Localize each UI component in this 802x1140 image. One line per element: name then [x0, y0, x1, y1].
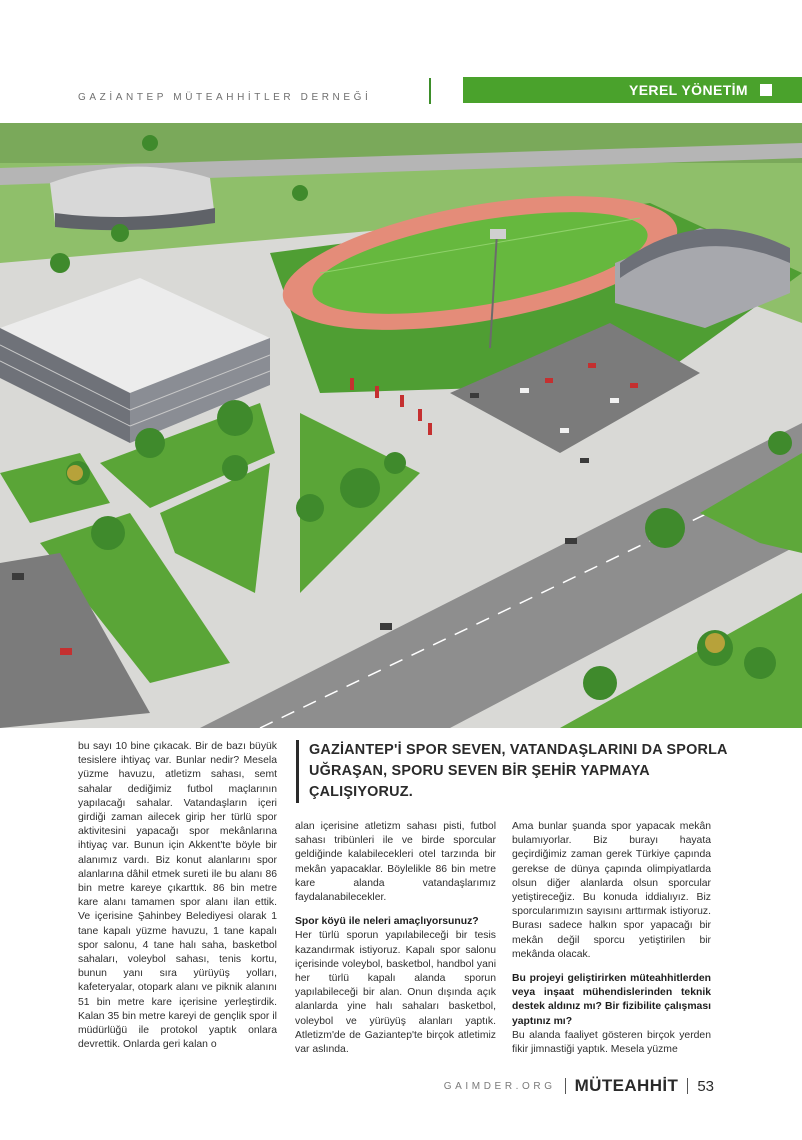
footer-divider: [687, 1078, 688, 1094]
footer-website: GAIMDER.ORG: [443, 1080, 556, 1092]
column-3-paragraph-1: Ama bunlar şuanda spor yapacak mekân bulamıyorlar. Biz burayı hayata geçirdiğimiz zaman gerek Türkiye çapında gerekse de dünya çapında olimpiyatlarda olsun diğer alanlarda olsun sporcular yetiştireceğiz. Bu konuda iddialıyız. Biz sporcularımızın sayısını arttırmak istiyoruz. Burası sadece halkın spor yapacağı bir mekân değil sporcu yetiştirilen bir mekânda olacak.: [512, 821, 711, 960]
square-icon: [760, 84, 772, 96]
stadium-rendering-icon: [0, 123, 802, 728]
magazine-logo: MÜTEAHHİT: [574, 1076, 679, 1095]
column-2-paragraph-1: alan içerisine atletizm sahası pisti, futbol sahası tribünleri ile ve birde sporcular geldiğinde kalabilecekleri otel tarzında bir mekân yapacaklar. Böylelikle 86 bin metre kare alanda vatandaşlarımız faydalanabilecekler.: [295, 821, 496, 904]
interview-question-1: Spor köyü ile neleri amaçlıyorsunuz?: [295, 916, 479, 928]
interview-question-2: Bu projeyi geliştirirken müteahhitlerden veya inşaat mühendislerinden teknik destek aldınız mı? Bir fizibilite çalışması yaptınız mı?: [512, 973, 711, 1027]
column-3-paragraph-2: Bu alanda faaliyet gösteren birçok yerden fikir jimnastiği yaptık. Mesela yüzme: [512, 1029, 711, 1056]
pull-quote: GAZİANTEP'İ SPOR SEVEN, VATANDAŞLARINI DA SPORLA UĞRAŞAN, SPORU SEVEN BİR ŞEHİR YAPMAYA ÇALIŞIYORUZ.: [296, 740, 736, 803]
column-2: [295, 820, 496, 1057]
column-1-paragraph: bu sayı 10 bine çıkacak. Bir de bazı büyük tesislere ihtiyaç var. Bunlar nedir? Mesela yüzme havuzu, atletizm sahası, semt sahalar dediğimiz futbol maçlarının yapılacağı sahalar. Vatandaşların içeri girdiği zaman ailecek girip her türlü spor aktivitesini yapacağı spor mekânlarına ihtiyaç var. Bunun için Akkent'te böyle bir alanımız vardı. Biz konut alanlarını spor alanlarına dâhil etmek sureti ile bu alanı 86 bin metre kareye çıkarttık. 86 bin metre kare alanı tamamen spor alanı ilan ettik. Ve içerisine Şahinbey Belediyesi olarak 1 tane kapalı yüzme havuzu, 1 tane kapalı spor salonu, 4 tane halı saha, basketbol sahaları, voleybol sahası, tenis kortu, bunun yanı sıra yürüyüş yolları, kafeteryalar, otopark alanı ve piknik alanını 51 bin metre kare içerisine yerleştirdik. Kalan 35 bin metre kareyi de gençlik spor il müdürlüğü ile protokol yaptık onlara devrettik. Onlarda geri kalan o: [78, 741, 277, 1051]
header-divider: [429, 78, 431, 104]
column-1: [78, 740, 277, 1052]
header-organization: GAZİANTEP MÜTEAHHİTLER DERNEĞİ: [78, 92, 372, 103]
column-3: [512, 820, 711, 1057]
column-2-paragraph-2: Her türlü sporun yapılabileceği bir tesis kazandırmak istiyoruz. Kapalı spor salonu içerisinde voleybol, basketbol, handbol yani her türlü kapalı alanda sporun yapılabileceği bir alan. Onun dışında açık alanlarda yine halı sahaları basketbol, voleybol ve yürüyüş alanları yaptık. Atletizm'de de Gaziantep'te birçok atletimiz var aslında.: [295, 930, 496, 1056]
footer-divider: [565, 1078, 566, 1094]
section-banner: [463, 77, 802, 103]
section-title: YEREL YÖNETİM: [628, 82, 748, 98]
page-footer: [444, 1076, 714, 1096]
page-number: 53: [697, 1077, 714, 1095]
sports-complex-rendering: [0, 123, 802, 728]
